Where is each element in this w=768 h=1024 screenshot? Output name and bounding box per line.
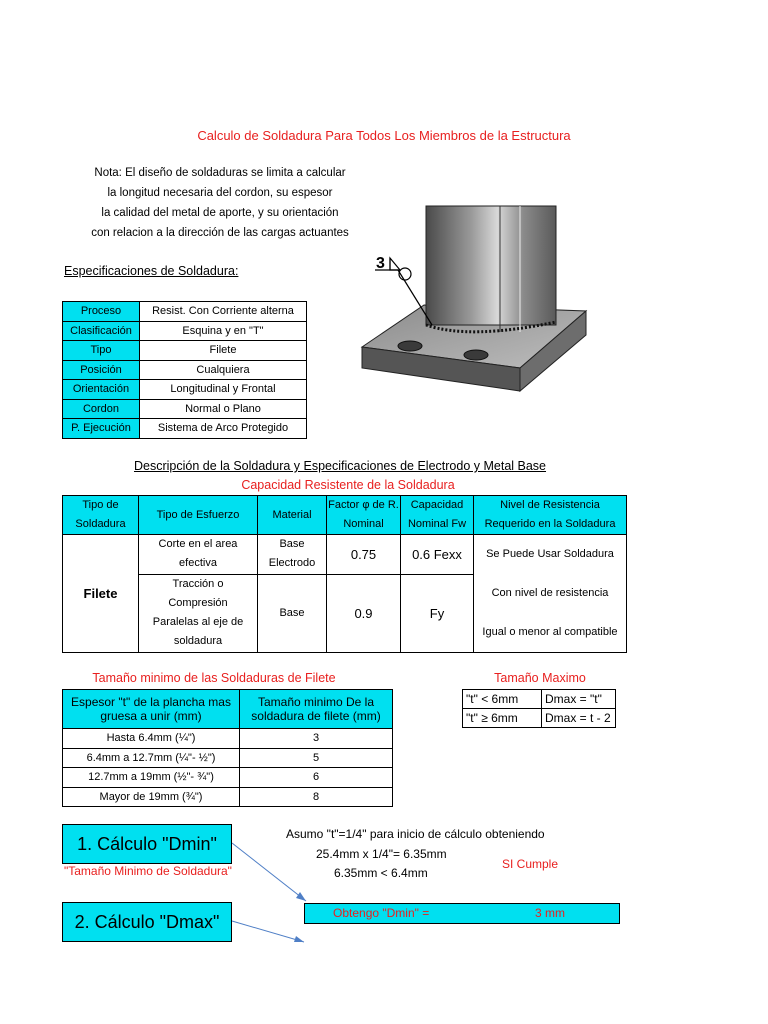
min-size: 3 xyxy=(240,729,393,749)
weld-size-label: 3 xyxy=(376,255,385,272)
spec-value: Esquina y en "T" xyxy=(140,321,307,341)
spec-key: P. Ejecución xyxy=(63,419,140,439)
table-row xyxy=(463,690,616,709)
col-header: Tipo de Esfuerzo xyxy=(139,496,258,535)
col-header: Espesor "t" de la plancha mas gruesa a unir (mm) xyxy=(63,690,240,729)
resistance-level xyxy=(474,535,627,653)
min-size: 8 xyxy=(240,787,393,807)
spec-value: Resist. Con Corriente alterna xyxy=(140,302,307,322)
table-header-row xyxy=(63,496,627,535)
capacity: Fy xyxy=(401,574,474,652)
arrow-step2 xyxy=(232,921,304,942)
col-header: Tamaño minimo De la soldadura de filete (mm) xyxy=(240,690,393,729)
col-header: Tipo de Soldadura xyxy=(63,496,139,535)
col-header: Nivel de Resistencia Requerido en la Soldadura xyxy=(474,496,627,535)
material: Base xyxy=(258,574,327,652)
spec-key: Orientación xyxy=(63,380,140,400)
spec-key: Proceso xyxy=(63,302,140,322)
col-header: Material xyxy=(258,496,327,535)
note-line: Nota: El diseño de soldaduras se limita a calcular xyxy=(94,167,346,179)
thickness-range: 6.4mm a 12.7mm (¼"- ½") xyxy=(63,748,240,768)
result-value: 3 mm xyxy=(535,906,565,920)
col-header: Capacidad Nominal Fw xyxy=(401,496,474,535)
weld-type: Filete xyxy=(63,535,139,653)
result-label: Obtengo "Dmin" = xyxy=(333,906,430,920)
max-size: Dmax = "t" xyxy=(542,690,616,709)
material: Base Electrodo xyxy=(258,535,327,575)
resistance-line: Igual o menor al compatible xyxy=(482,626,618,638)
thickness-condition: "t" < 6mm xyxy=(463,690,542,709)
factor: 0.9 xyxy=(327,574,401,652)
table-row xyxy=(63,748,393,768)
spec-key: Tipo xyxy=(63,341,140,361)
table-row xyxy=(63,729,393,749)
result-bar xyxy=(304,903,620,924)
table-header-row xyxy=(63,690,393,729)
col-header: Factor φ de R. Nominal xyxy=(327,496,401,535)
spec-value: Longitudinal y Frontal xyxy=(140,380,307,400)
min-size-table xyxy=(62,689,393,807)
step2-box: 2. Cálculo "Dmax" xyxy=(62,902,232,942)
description-heading: Descripción de la Soldadura y Especificaciones de Electrodo y Metal Base xyxy=(133,459,547,473)
thickness-range: Mayor de 19mm (¾") xyxy=(63,787,240,807)
note-line: la calidad del metal de aporte, y su orientación xyxy=(101,207,339,219)
table-row xyxy=(463,709,616,728)
spec-heading: Especificaciones de Soldadura: xyxy=(64,264,239,278)
spec-value: Cualquiera xyxy=(140,360,307,380)
spec-key: Posición xyxy=(63,360,140,380)
spec-value: Normal o Plano xyxy=(140,399,307,419)
step1-subtitle: "Tamaño Minimo de Soldadura" xyxy=(64,864,232,878)
calc-line: 6.35mm < 6.4mm xyxy=(334,866,428,880)
thickness-range: Hasta 6.4mm (¼") xyxy=(63,729,240,749)
table-row xyxy=(63,787,393,807)
note-line: la longitud necesaria del cordon, su espesor xyxy=(107,187,333,199)
step1-box: 1. Cálculo "Dmin" xyxy=(62,824,232,864)
spec-key: Clasificación xyxy=(63,321,140,341)
max-size-table xyxy=(462,689,616,728)
check-status: SI Cumple xyxy=(502,857,559,871)
capacity-heading: Capacidad Resistente de la Soldadura xyxy=(241,478,455,492)
bolt-hole-icon xyxy=(398,341,422,351)
spec-value: Filete xyxy=(140,341,307,361)
stress-type: Corte en el area efectiva xyxy=(139,535,258,575)
arrow-step1 xyxy=(232,843,306,901)
capacity-table xyxy=(62,495,627,653)
min-size: 5 xyxy=(240,748,393,768)
min-size-heading: Tamaño minimo de las Soldaduras de Filete xyxy=(92,671,336,685)
spec-value: Sistema de Arco Protegido xyxy=(140,419,307,439)
page-title: Calculo de Soldadura Para Todos Los Miembros de la Estructura xyxy=(197,128,571,143)
column-body xyxy=(426,206,556,325)
resistance-line: Se Puede Usar Soldadura xyxy=(486,548,614,560)
factor: 0.75 xyxy=(327,535,401,575)
thickness-range: 12.7mm a 19mm (½"- ¾") xyxy=(63,768,240,788)
table-row xyxy=(63,768,393,788)
max-size-heading: Tamaño Maximo xyxy=(494,671,586,685)
calc-line: Asumo "t"=1/4" para inicio de cálculo obteniendo xyxy=(286,827,545,841)
thickness-condition: "t" ≥ 6mm xyxy=(463,709,542,728)
table-row xyxy=(63,535,627,575)
note-line: con relacion a la dirección de las cargas actuantes xyxy=(91,227,349,239)
capacity: 0.6 Fexx xyxy=(401,535,474,575)
min-size: 6 xyxy=(240,768,393,788)
max-size: Dmax = t - 2 xyxy=(542,709,616,728)
calc-line: 25.4mm x 1/4"= 6.35mm xyxy=(316,847,447,861)
resistance-line: Con nivel de resistencia xyxy=(491,587,609,599)
bolt-hole-icon xyxy=(464,350,488,360)
spec-key: Cordon xyxy=(63,399,140,419)
stress-type: Tracción o Compresión Paralelas al eje de soldadura xyxy=(139,574,258,652)
